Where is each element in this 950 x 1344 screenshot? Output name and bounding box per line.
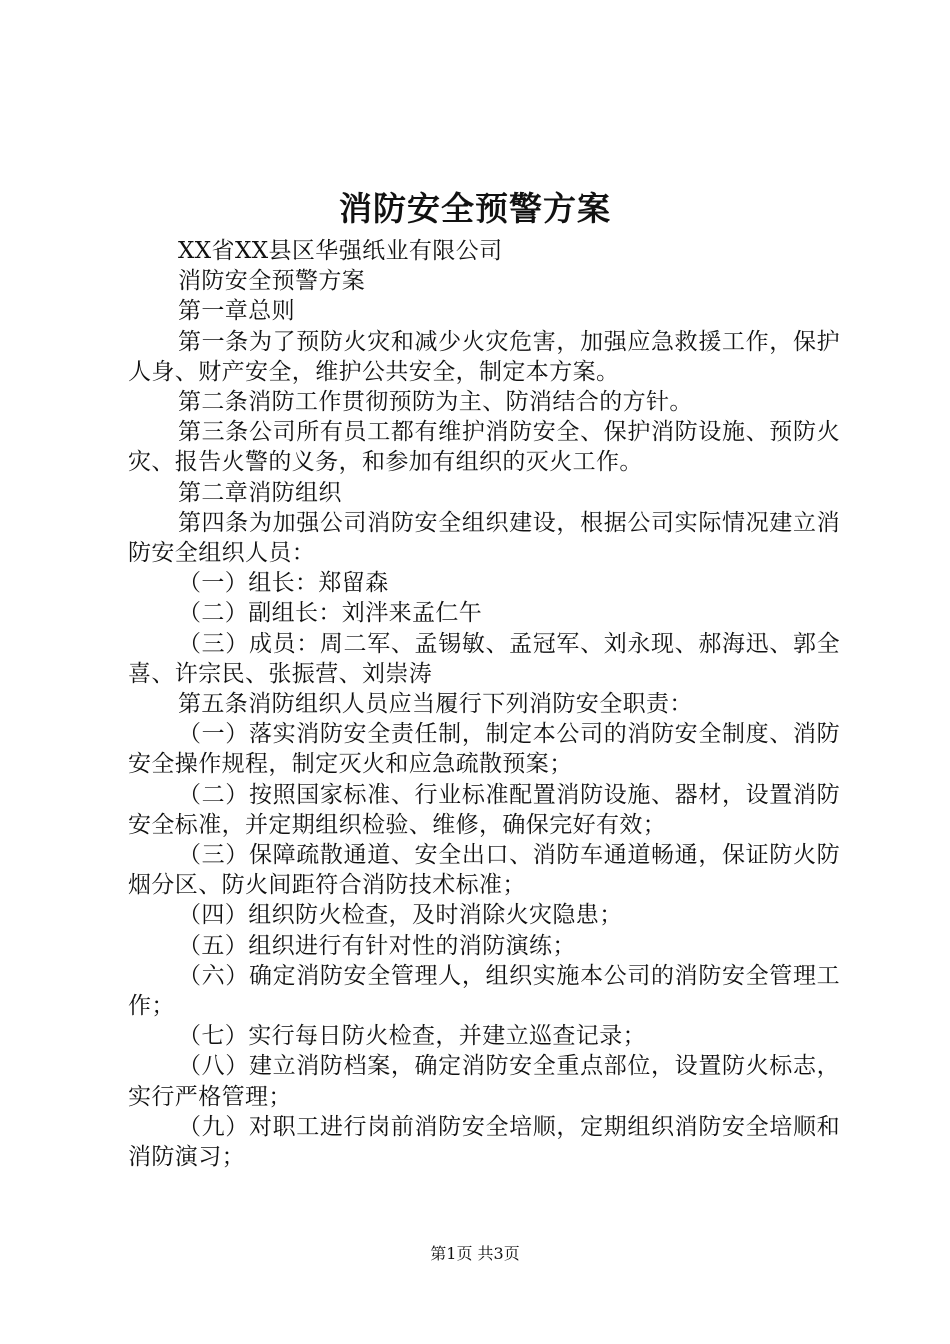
- paragraph: 第一章总则: [178, 298, 295, 325]
- paragraph: 消防安全预警方案: [178, 268, 366, 295]
- paragraph: 第二条消防工作贯彻预防为主、防消结合的方针。: [178, 389, 693, 416]
- paragraph: （五）组织进行有针对性的消防演练；: [178, 932, 576, 959]
- paragraph: （九）对职工进行岗前消防安全培顺，定期组织消防安全培顺和消防演习；: [128, 1113, 840, 1171]
- paragraph: （七）实行每日防火检查，并建立巡查记录；: [178, 1023, 646, 1050]
- document-body: [128, 236, 840, 1172]
- page-footer: 第1页 共3页: [430, 1244, 520, 1263]
- paragraph: 第一条为了预防火灾和减少火灾危害，加强应急救援工作，保护人身、财产安全，维护公共安全，制定本方案。: [128, 328, 840, 385]
- paragraph: （三）成员：周二军、孟锡敏、孟冠军、刘永现、郝海迅、郭全喜、许宗民、张振营、刘崇涛: [128, 630, 840, 687]
- paragraph: 第五条消防组织人员应当履行下列消防安全职责：: [178, 691, 693, 718]
- paragraph: 第二章消防组织: [178, 479, 342, 506]
- paragraph: （四）组织防火检查，及时消除火灾隐患；: [178, 902, 623, 929]
- paragraph: （六）确定消防安全管理人，组织实施本公司的消防安全管理工作；: [128, 962, 840, 1020]
- paragraph: XX省XX县区华强纸业有限公司: [178, 238, 503, 264]
- paragraph: （二）副组长：刘泮来孟仁午: [178, 600, 483, 627]
- paragraph: 第三条公司所有员工都有维护消防安全、保护消防设施、预防火灾、报告火警的义务，和参加有组织的灭火工作。: [128, 419, 840, 476]
- paragraph: （二）按照国家标准、行业标准配置消防设施、器材，设置消防安全标准，并定期组织检验、维修，确保完好有效；: [128, 781, 840, 838]
- document-title: 消防安全预警方案: [339, 189, 611, 228]
- paragraph: （一）落实消防安全责任制，制定本公司的消防安全制度、消防安全操作规程，制定灭火和应急疏散预案；: [128, 721, 840, 778]
- paragraph: （八）建立消防档案，确定消防安全重点部位，设置防火标志，实行严格管理；: [128, 1053, 840, 1110]
- paragraph: 第四条为加强公司消防安全组织建设，根据公司实际情况建立消防安全组织人员：: [128, 509, 840, 567]
- paragraph: （三）保障疏散通道、安全出口、消防车通道畅通，保证防火防烟分区、防火间距符合消防技术标准；: [128, 842, 840, 899]
- paragraph: （一）组长：郑留森: [178, 570, 389, 597]
